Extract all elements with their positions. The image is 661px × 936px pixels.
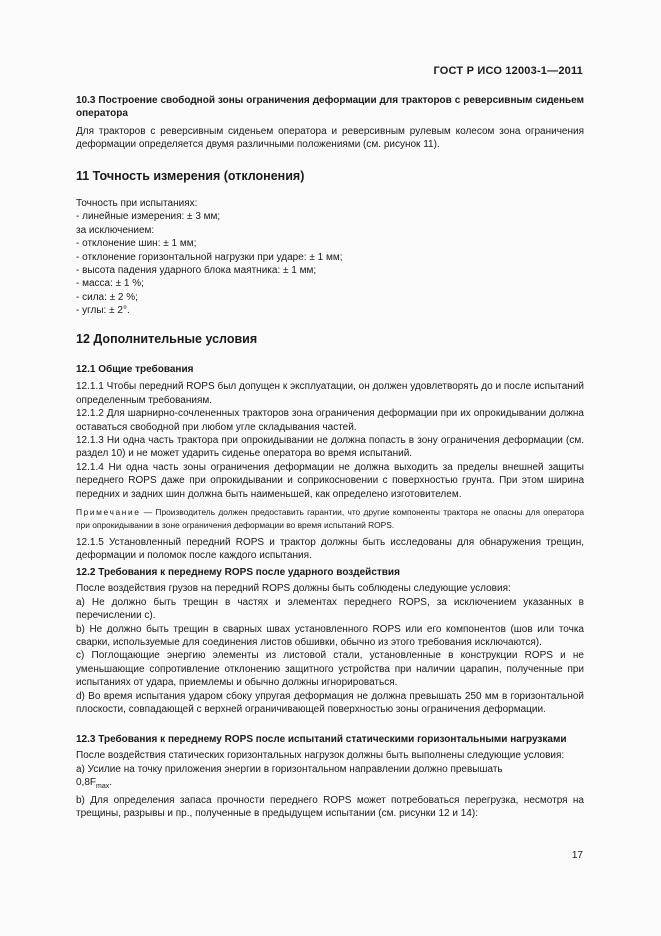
accuracy-line: за исключением: <box>76 224 155 236</box>
accuracy-line: - масса: ± 1 %; <box>76 278 144 290</box>
note <box>76 506 584 531</box>
section-10-3 <box>76 94 584 152</box>
accuracy-line: - линейные измерения: ± 3 мм; <box>76 211 221 223</box>
section-11-list <box>76 197 584 318</box>
section-11-heading: 11 Точность измерения (отклонения) <box>76 169 305 183</box>
paragraph-12-2-intro: После воздействия грузов на передний ROPS должны быть соблюдены следующие условия: <box>76 583 511 595</box>
note-text: — Производитель должен предоставить гарантии, что другие компоненты трактора не опасны для оператора при опрокидывании в зоне ограничения деформации во время испытаний ROPS. <box>76 507 584 530</box>
paragraph-12-3-intro: После воздействия статических горизонтальных нагрузок должны быть выполнены следующие условия: <box>76 750 565 762</box>
formula: 0,8F <box>76 777 97 789</box>
paragraph-12-1-2: 12.1.2 Для шарнирно-сочлененных тракторов зона ограничения деформации при их опрокидывании должна оставаться свободной при любом угле складывания частей. <box>76 408 584 433</box>
accuracy-line: - сила: ± 2 %; <box>76 291 138 303</box>
accuracy-line: - отклонение горизонтальной нагрузки при ударе: ± 1 мм; <box>76 251 343 263</box>
paragraph-12-2-c: с) Поглощающие энергию элементы из листовой стали, установленные в конструкции ROPS и не уменьшающие сопротивление отклонению защитного устройства при наличии царапин, полученные при испытаниях от удара, приемлемы и обычно должны игнорироваться. <box>76 650 584 689</box>
document-code: ГОСТ Р ИСО 12003-1—2011 <box>433 65 583 77</box>
section-12-2 <box>76 566 584 716</box>
paragraph-12-1-1: 12.1.1 Чтобы передний ROPS был допущен к эксплуатации, он должен удовлетворять до и после испытаний определенным требованиям. <box>76 381 584 406</box>
section-11 <box>76 170 584 183</box>
accuracy-line: - высота падения ударного блока маятника: ± 1 мм; <box>76 265 317 277</box>
paragraph-12-3-b: b) Для определения запаса прочности переднего ROPS может потребоваться перегрузка, несмотря на трещины, разрывы и пр., полученные в предыдущем испытании (см. рисунки 12 и 14): <box>76 794 584 820</box>
paragraph-12-2-d: d) Во время испытания ударом сбоку упругая деформация не должна превышать 250 мм в горизонтальной плоскости, совпадающей с верхней ограничивающей поверхностью зоны ограничения деформации. <box>76 690 584 716</box>
section-12-1-heading: 12.1 Общие требования <box>76 364 194 375</box>
paragraph-12-2-a: а) Не должно быть трещин в частях и элементах переднего ROPS, за исключением указанных в перечислении с). <box>76 596 584 622</box>
section-10-3-heading: 10.3 Построение свободной зоны ограничения деформации для тракторов с реверсивным сиденьем оператора <box>76 95 584 120</box>
formula-line <box>76 776 584 793</box>
paragraph-12-1-3: 12.1.3 Ни одна часть трактора при опрокидывании не должна попасть в зону ограничения деформации (см. раздел 10) и не может ударить сиденье оператора во время испытаний. <box>76 435 584 460</box>
section-12-3-heading: 12.3 Требования к переднему ROPS после испытаний статическими горизонтальными нагрузками <box>76 734 567 745</box>
note-label: Примечание <box>76 507 141 518</box>
page-number: 17 <box>571 850 583 861</box>
section-12-2-heading: 12.2 Требования к переднему ROPS после ударного воздействия <box>76 567 400 578</box>
section-12-1 <box>76 363 584 563</box>
paragraph-12-2-b: b) Не должно быть трещин в сварных швах установленного ROPS или его компонентов (шов или точка сварки, используемые для соединения листов обшивки, обычно из этого требования исключаются). <box>76 623 584 649</box>
accuracy-line: - углы: ± 2°. <box>76 305 130 317</box>
section-12-heading: 12 Дополнительные условия <box>76 332 258 346</box>
paragraph-12-1-5: 12.1.5 Установленный передний ROPS и трактор должны быть исследованы для обнаружения трещин, деформации и поломок после каждого испытания. <box>76 537 584 562</box>
paragraph-12-3-a: а) Усилие на точку приложения энергии в горизонтальном направлении должно превышать <box>76 763 503 775</box>
accuracy-line: Точность при испытаниях: <box>76 198 198 209</box>
formula-subscript: max <box>96 783 110 791</box>
section-10-3-text: Для тракторов с реверсивным сиденьем оператора и реверсивным рулевым колесом зона ограничения деформации определяется двумя различными положениями (см. рисунок 11). <box>76 125 584 151</box>
section-12-3 <box>76 733 584 820</box>
formula-end: . <box>109 777 113 789</box>
accuracy-line: - отклонение шин: ± 1 мм; <box>76 238 197 250</box>
section-12 <box>76 333 584 346</box>
paragraph-12-1-4: 12.1.4 Ни одна часть зоны ограничения деформации не должна выходить за пределы внешней защиты переднего ROPS даже при опрокидывании и соприкосновении с поверхностью грунта. При этом ширина передних и задних шин должна быть наименьшей, как определено изготовителем. <box>76 461 584 500</box>
